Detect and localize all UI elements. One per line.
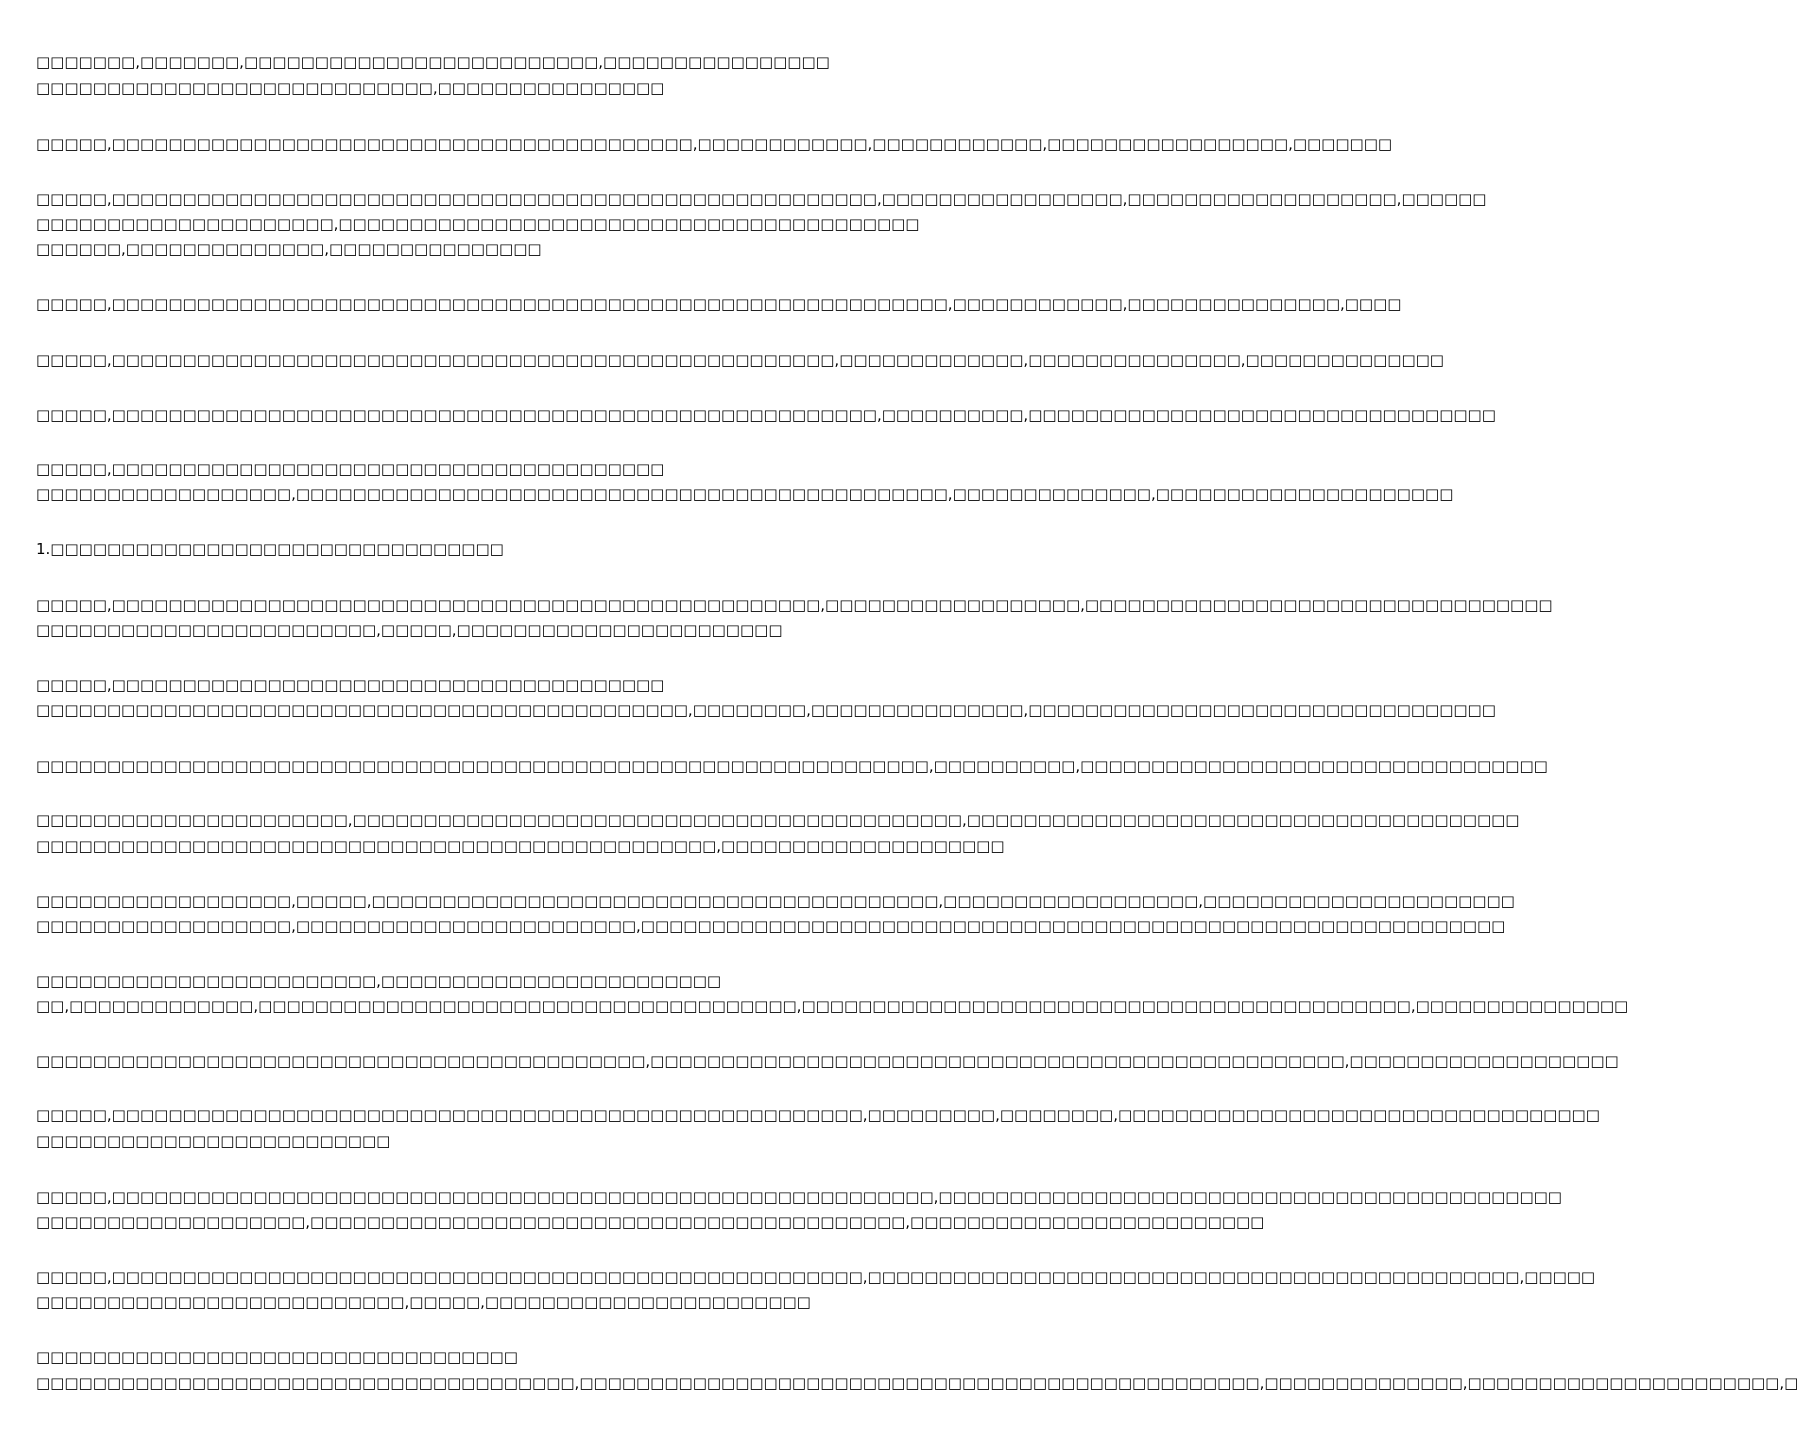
text-line: □□□□□,□□□□□□□□□□□□□□□□□□□□□□□□□□□□□□□□□□□□□□□□□□□□□□□□□□□□□□□□□□□,□□□□□□□□□□□□,□□□□□□□□□□□□□□□,□□□□ (36, 295, 1402, 313)
text-line: □□□□□□□□□□□□□□□□□□□□□□□□□□□□□□□□□□ (36, 1348, 518, 1366)
text-line: □□□□□□□□□□□□□□□□□□,□□□□□□□□□□□□□□□□□□□□□□□□□□□□□□□□□□□□□□□□□□□□□□,□□□□□□□□□□□□□□,□□□□□□□□□□□□□□□□□□□□□ (36, 485, 1454, 503)
text-line: □□□□□□□□□□□□□□□□□□□□□□□□,□□□□□□□□□□□□□□□□□□□□□□□□ (36, 972, 722, 990)
text-line: □□□□□□□□□□□□□□□□□□□,□□□□□□□□□□□□□□□□□□□□□□□□□□□□□□□□□□□□□□□□□□,□□□□□□□□□□□□□□□□□□□□□□□□□ (36, 1213, 1265, 1231)
text-line: □□□□□□□□□□□□□□□□□□□□□□□□,□□□□□,□□□□□□□□□□□□□□□□□□□□□□□ (36, 621, 783, 639)
text-line: □□□□□,□□□□□□□□□□□□□□□□□□□□□□□□□□□□□□□□□□□□□□□□□□□□□□□□□□□,□□□□□□□□□□□□□,□□□□□□□□□□□□□□□,□□□□□□□□□□□□□□ (36, 351, 1444, 369)
text-line: □□□□□,□□□□□□□□□□□□□□□□□□□□□□□□□□□□□□□□□□□□□□□ (36, 460, 665, 478)
text-line: □□□□□□□□□□□□□□□□□□□□□□□□□□□□□□□□□□□□□□□□□□□□□□□□,□□□□□□□□□□□□□□□□□□□□ (36, 837, 1005, 855)
text-line: □□□□□□□□□□□□□□□□□□□□□□□□□□□□□□□□□□□□□□□□□□□,□□□□□□□□□□□□□□□□□□□□□□□□□□□□□□□□□□□□□□□□□□□□□□□□□,□□□□□□□□□□□□□□□□□□□ (36, 1052, 1619, 1070)
text-line: □□□□□□□□□□□□□□□□□□,□□□□□,□□□□□□□□□□□□□□□□□□□□□□□□□□□□□□□□□□□□□□□□,□□□□□□□□□□□□□□□□□□,□□□□□□□□□□□□□□□□□□□□□□ (36, 892, 1515, 910)
text-line: □□□□□,□□□□□□□□□□□□□□□□□□□□□□□□□□□□□□□□□□□□□□□□□□□□□□□□□□□□□,□□□□□□□□□□□□□□□□□□□□□□□□□□□□□□□□□□□□□□□□□□□□□□,□□□□□ (36, 1268, 1596, 1286)
text-line: □□□□□,□□□□□□□□□□□□□□□□□□□□□□□□□□□□□□□□□□□□□□□□□□□□□□□□□□□□□□,□□□□□□□□□□□□□□□□□,□□□□□□□□□□□□□□□□□□□,□□□□□□ (36, 190, 1487, 208)
text-line: □□□□□,□□□□□□□□□□□□□□□□□□□□□□□□□□□□□□□□□□□□□□□□□□□□□□□□□□,□□□□□□□□□□□□□□□□□□,□□□□□□□□□□□□□□□□□□□□□□□□□□□□□□□□□ (36, 596, 1553, 614)
text-line: □□□□□□□□□□□□□□□□□□□□□□□□□□□□□□□□□□□□□□,□□□□□□□□□□□□□□□□□□□□□□□□□□□□□□□□□□□□□□□□□□□□□□□□,□□□□□□□□□□□□□□,□□□□□□□□□□□□□□□□□□□□□□,□ (36, 1374, 1798, 1392)
text-line: □□□□□□□□□□□□□□□□□□□□□□,□□□□□□□□□□□□□□□□□□□□□□□□□□□□□□□□□□□□□□□□□□□,□□□□□□□□□□□□□□□□□□□□□□□□□□□□□□□□□□□□□□□ (36, 811, 1520, 829)
text-line: □□□□□□□,□□□□□□□,□□□□□□□□□□□□□□□□□□□□□□□□□,□□□□□□□□□□□□□□□□ (36, 53, 830, 71)
section-heading: 1.□□□□□□□□□□□□□□□□□□□□□□□□□□□□□□□□ (36, 540, 504, 558)
text-line: □□□□□□□□□□□□□□□□□□□□□□□□□□□□,□□□□□□□□□□□□□□□□ (36, 79, 665, 97)
text-line: □□□□□,□□□□□□□□□□□□□□□□□□□□□□□□□□□□□□□□□□□□□□□□□,□□□□□□□□□□□□,□□□□□□□□□□□□,□□□□□□□□□□□□□□□□□,□□□□□□□ (36, 135, 1393, 153)
text-line: □□□□□□□□□□□□□□□□□□□□□□□□□□□□□□□□□□□□□□□□□□□□□□,□□□□□□□□,□□□□□□□□□□□□□□□,□□□□□□□□□□□□□□□□□□□□□□□□□□□□□□□□□ (36, 701, 1496, 719)
text-line: □□□□□,□□□□□□□□□□□□□□□□□□□□□□□□□□□□□□□□□□□□□□□□□□□□□□□□□□□□□□□□□□,□□□□□□□□□□□□□□□□□□□□□□□□□□□□□□□□□□□□□□□□□□□□ (36, 1188, 1562, 1206)
text-line: □□□□□□□□□□□□□□□□□□,□□□□□□□□□□□□□□□□□□□□□□□□,□□□□□□□□□□□□□□□□□□□□□□□□□□□□□□□□□□□□□□□□□□□□□□□□□□□□□□□□□□□□□ (36, 917, 1506, 935)
text-line: □□□□□,□□□□□□□□□□□□□□□□□□□□□□□□□□□□□□□□□□□□□□□□□□□□□□□□□□□□□□,□□□□□□□□□□,□□□□□□□□□□□□□□□□□□□□□□□□□□□□□□□□□ (36, 406, 1496, 424)
text-line: □□□□□□,□□□□□□□□□□□□□□,□□□□□□□□□□□□□□□ (36, 240, 542, 258)
text-line: □□□□□□□□□□□□□□□□□□□□□□□□□ (36, 1132, 391, 1150)
text-line: □□□□□□□□□□□□□□□□□□□□□□□□□□,□□□□□,□□□□□□□□□□□□□□□□□□□□□□□ (36, 1293, 811, 1311)
text-line: □□□□□,□□□□□□□□□□□□□□□□□□□□□□□□□□□□□□□□□□□□□□□ (36, 676, 665, 694)
text-line: □□□□□□□□□□□□□□□□□□□□□,□□□□□□□□□□□□□□□□□□□□□□□□□□□□□□□□□□□□□□□□□ (36, 215, 920, 233)
text-line: □□□□□,□□□□□□□□□□□□□□□□□□□□□□□□□□□□□□□□□□□□□□□□□□□□□□□□□□□□□,□□□□□□□□□,□□□□□□□□,□□□□□□□□□□□□□□□□□□□□□□□□□□□□□□□□□□ (36, 1106, 1600, 1124)
text-line: □□,□□□□□□□□□□□□□,□□□□□□□□□□□□□□□□□□□□□□□□□□□□□□□□□□□□□□,□□□□□□□□□□□□□□□□□□□□□□□□□□□□□□□□□□□□□□□□□□□,□□□□□□□□□□□□□□□ (36, 997, 1629, 1015)
text-line: □□□□□□□□□□□□□□□□□□□□□□□□□□□□□□□□□□□□□□□□□□□□□□□□□□□□□□□□□□□□□□□,□□□□□□□□□□,□□□□□□□□□□□□□□□□□□□□□□□□□□□□□□□□□ (36, 757, 1548, 775)
